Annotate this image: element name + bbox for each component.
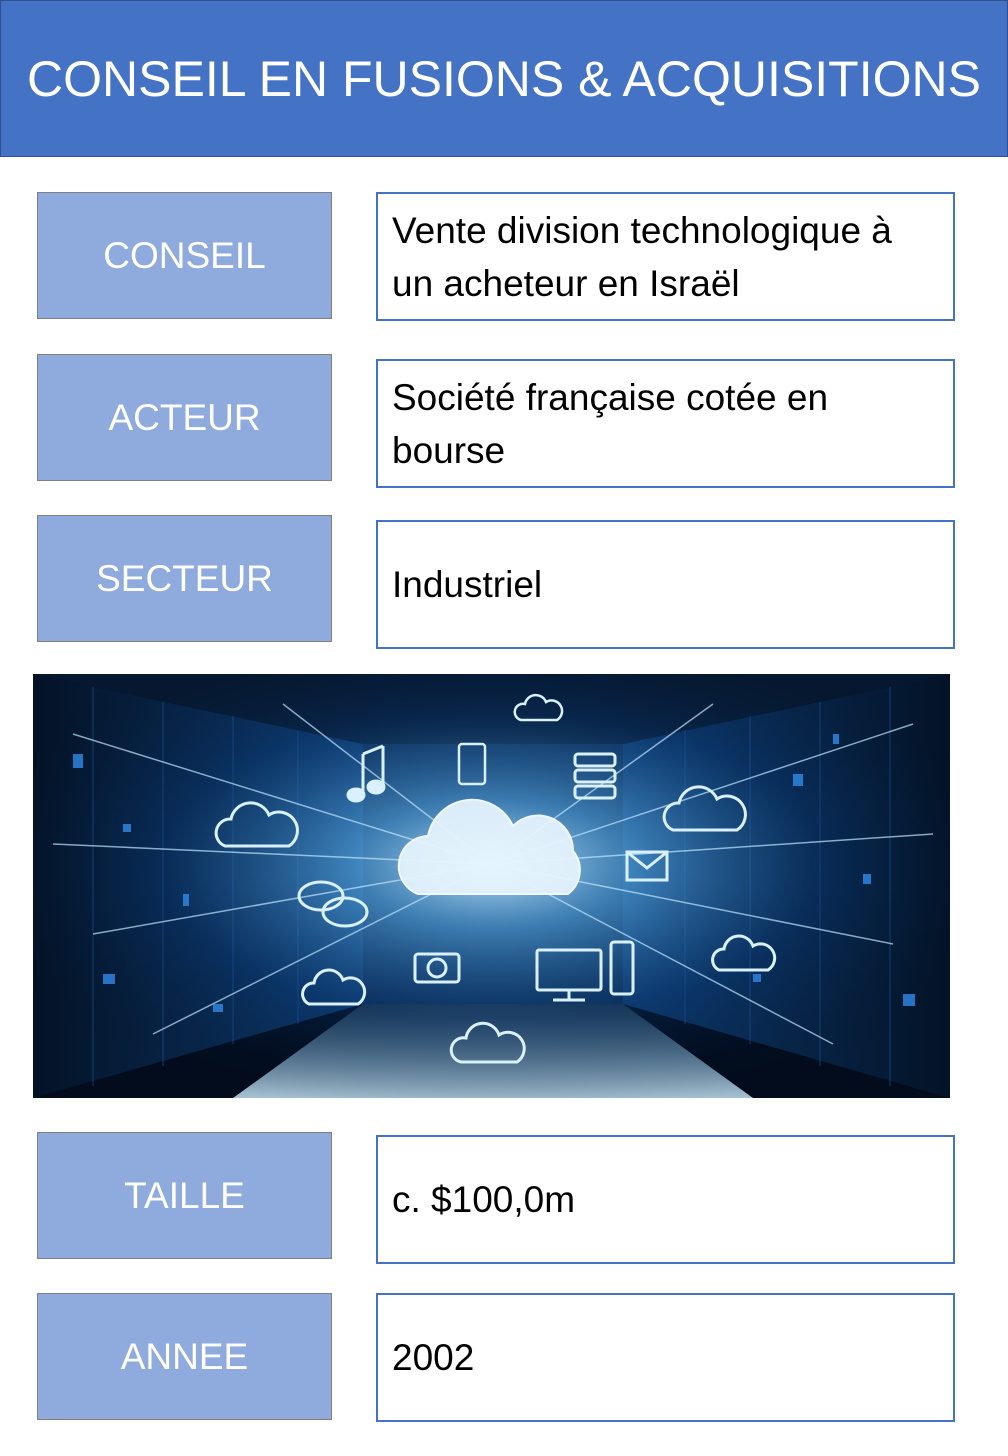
label-taille-text: TAILLE [124,1174,245,1216]
label-conseil [37,192,332,319]
label-acteur-text: ACTEUR [108,396,261,438]
value-annee [376,1293,955,1422]
value-taille-text: c. $100,0m [392,1179,576,1220]
label-annee-text: ANNEE [120,1335,249,1377]
label-annee [37,1293,332,1420]
value-acteur [376,359,955,488]
cloud-data-center-graphic [33,674,950,1098]
value-conseil [376,192,955,321]
page-title: CONSEIL EN FUSIONS & ACQUISITIONS [27,50,981,107]
value-annee-text: 2002 [392,1337,475,1378]
value-taille [376,1135,955,1264]
value-acteur-text: Société française cotée en bourse [392,376,829,471]
label-secteur [37,515,332,642]
page-header [0,0,1008,157]
cloud-data-center-image [33,674,950,1098]
label-taille [37,1132,332,1259]
label-conseil-text: CONSEIL [103,234,266,276]
value-secteur [376,520,955,649]
value-conseil-text: Vente division technologique à un acheteur en Israël [392,209,892,304]
label-secteur-text: SECTEUR [96,557,273,599]
value-secteur-text: Industriel [392,564,543,605]
label-acteur [37,354,332,481]
